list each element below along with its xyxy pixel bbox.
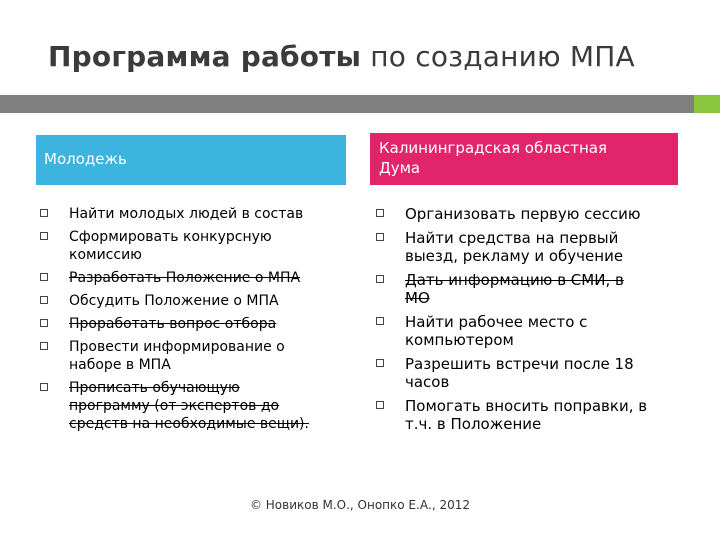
duma-column-header xyxy=(370,133,678,185)
item-text: Проработать вопрос отбора xyxy=(69,316,277,332)
list-item xyxy=(39,205,339,223)
list-item xyxy=(375,205,680,223)
list-item xyxy=(375,229,680,265)
item-text: Сформировать конкурсную комиссию xyxy=(69,229,272,263)
square-bullet-icon xyxy=(40,383,48,391)
duma-header-line2: Дума xyxy=(379,159,421,177)
item-text: Дать информацию в СМИ, в МО xyxy=(405,271,624,307)
slide-title xyxy=(48,40,635,73)
square-bullet-icon xyxy=(40,273,48,281)
youth-header-text: Молодежь xyxy=(44,150,127,168)
youth-column-header xyxy=(36,135,346,185)
square-bullet-icon xyxy=(376,275,384,283)
list-item xyxy=(39,292,339,310)
square-bullet-icon xyxy=(376,317,384,325)
square-bullet-icon xyxy=(376,209,384,217)
square-bullet-icon xyxy=(40,296,48,304)
list-item xyxy=(39,228,339,264)
square-bullet-icon xyxy=(376,233,384,241)
list-item xyxy=(39,338,339,374)
list-item xyxy=(375,313,680,349)
duma-task-list xyxy=(375,205,680,439)
item-text: Найти молодых людей в состав xyxy=(69,206,304,222)
item-text: Обсудить Положение о МПА xyxy=(69,293,279,309)
item-text: Организовать первую сессию xyxy=(405,205,641,223)
youth-task-list xyxy=(39,205,339,438)
duma-header-line1: Калининградская областная xyxy=(379,139,608,157)
item-text: Провести информирование о наборе в МПА xyxy=(69,339,285,373)
list-item xyxy=(375,355,680,391)
title-accent-bar xyxy=(694,95,720,113)
item-text: Найти средства на первый выезд, рекламу и обучение xyxy=(405,229,624,265)
title-rest-part: по созданию МПА xyxy=(370,40,635,73)
title-divider-bar xyxy=(0,95,694,113)
square-bullet-icon xyxy=(40,232,48,240)
item-text: Разрешить встречи после 18 часов xyxy=(405,355,634,391)
square-bullet-icon xyxy=(376,401,384,409)
item-text: Помогать вносить поправки, в т.ч. в Положение xyxy=(405,397,648,433)
item-text: Найти рабочее место с компьютером xyxy=(405,313,588,349)
slide-footer-copyright: © Новиков М.О., Онопко Е.А., 2012 xyxy=(249,498,471,512)
square-bullet-icon xyxy=(40,319,48,327)
list-item xyxy=(39,269,339,287)
item-text: Прописать обучающую программу (от экспертов до средств на необходимые вещи). xyxy=(69,380,309,432)
list-item xyxy=(375,397,680,433)
square-bullet-icon xyxy=(376,359,384,367)
list-item xyxy=(39,315,339,333)
list-item xyxy=(39,379,339,433)
square-bullet-icon xyxy=(40,342,48,350)
item-text: Разработать Положение о МПА xyxy=(69,270,301,286)
title-bold-part: Программа работы xyxy=(48,40,362,73)
square-bullet-icon xyxy=(40,209,48,217)
list-item xyxy=(375,271,680,307)
